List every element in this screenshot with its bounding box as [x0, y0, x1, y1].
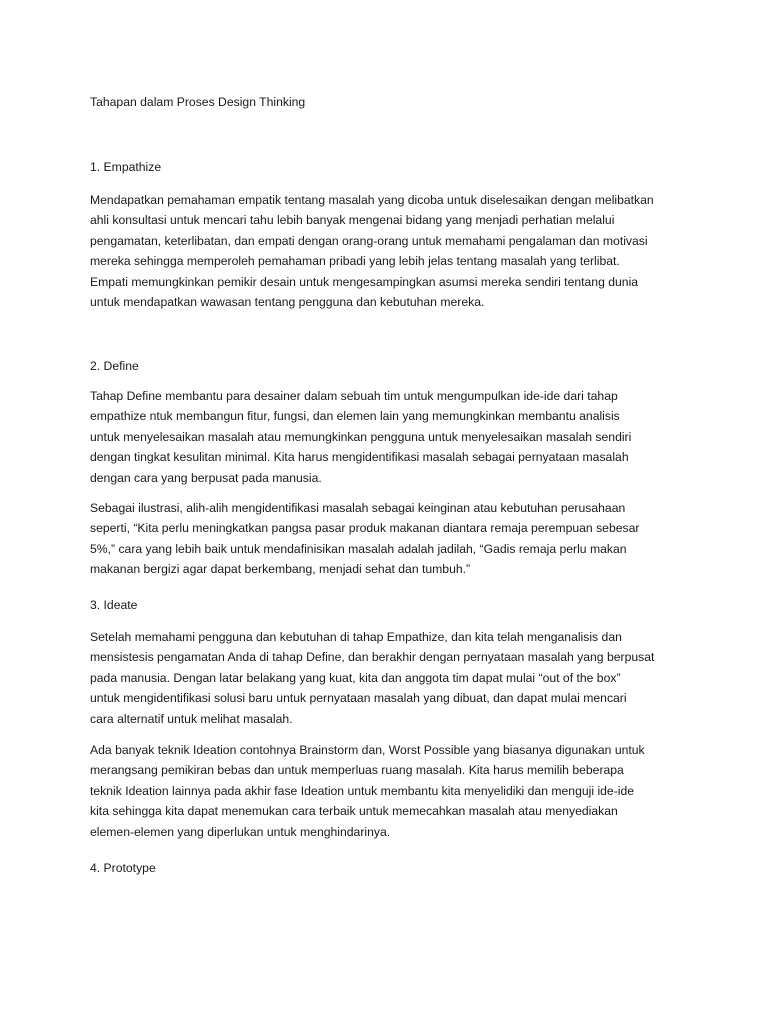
paragraph-ideate-2 [90, 740, 682, 842]
paragraph-line: Setelah memahami pengguna dan kebutuhan di tahap Empathize, dan kita telah menganalisis dan [90, 630, 622, 644]
paragraph-line: untuk mengidentifikasi solusi baru untuk pernyataan masalah yang dibuat, dan dapat mulai mencari [90, 691, 627, 706]
paragraph-line: Ada banyak teknik Ideation contohnya Brainstorm dan, Worst Possible yang biasanya digunakan untuk [90, 743, 645, 757]
paragraph-line: pengamatan, keterlibatan, dan empati dengan orang-orang untuk memahami pengalaman dan motivasi [90, 233, 648, 248]
paragraph-empathize [90, 190, 682, 312]
section-heading-ideate: 3. Ideate [90, 598, 138, 612]
paragraph-line: dengan cara yang berpusat pada manusia. [90, 470, 322, 485]
paragraph-line: makanan bergizi agar dapat berkembang, menjadi sehat dan tumbuh.” [90, 562, 471, 577]
paragraph-line: untuk menyelesaikan masalah atau memungkinkan pengguna untuk menyelesaikan masalah sendiri [90, 429, 632, 444]
paragraph-line: cara alternatif untuk melihat masalah. [90, 711, 293, 726]
paragraph-line: mereka sehingga memperoleh pemahaman pribadi yang lebih jelas tentang masalah yang terlibat. [90, 254, 620, 269]
paragraph-ideate-1 [90, 627, 682, 729]
paragraph-define-1 [90, 386, 682, 488]
paragraph-line: Sebagai ilustrasi, alih-alih mengidentifikasi masalah sebagai keinginan atau kebutuhan perusahaan [90, 501, 626, 515]
paragraph-line: teknik Ideation lainnya pada akhir fase Ideation untuk membantu kita menyelidiki dan menguji ide-ide [90, 783, 635, 798]
paragraph-line: pada manusia. Dengan latar belakang yang kuat, kita dan anggota tim dapat mulai “out of the box” [90, 670, 621, 685]
paragraph-line: kita sehingga kita dapat menemukan cara terbaik untuk memecahkan masalah atau menyediakan [90, 804, 618, 819]
section-heading-prototype: 4. Prototype [90, 861, 156, 875]
paragraph-line: Mendapatkan pemahaman empatik tentang masalah yang dicoba untuk diselesaikan dengan melibatkan [90, 193, 654, 207]
paragraph-line: mensistesis pengamatan Anda di tahap Define, dan berakhir dengan pernyataan masalah yang berpusat [90, 650, 655, 665]
paragraph-define-2 [90, 498, 682, 580]
paragraph-line: 5%,” cara yang lebih baik untuk mendafinisikan masalah adalah jadilah, “Gadis remaja perlu makan [90, 541, 627, 556]
paragraph-line: Tahap Define membantu para desainer dalam sebuah tim untuk mengumpulkan ide-ide dari tahap [90, 389, 618, 403]
paragraph-line: untuk mendapatkan wawasan tentang pengguna dan kebutuhan mereka. [90, 295, 485, 310]
document-title: Tahapan dalam Proses Design Thinking [90, 95, 306, 109]
paragraph-line: Empati memungkinkan pemikir desain untuk mengesampingkan asumsi mereka sendiri tentang dunia [90, 274, 639, 289]
paragraph-line: ahli konsultasi untuk mencari tahu lebih banyak mengenai bidang yang menjadi perhatian melalui [90, 213, 615, 228]
section-heading-empathize: 1. Empathize [90, 160, 162, 174]
paragraph-line: dengan tingkat kesulitan minimal. Kita harus mengidentifikasi masalah sebagai pernyataan masalah [90, 450, 629, 465]
section-heading-define: 2. Define [90, 359, 139, 373]
paragraph-line: empathize ntuk membangun fitur, fungsi, dan elemen lain yang memungkinkan membantu analisis [90, 409, 620, 424]
paragraph-line: elemen-elemen yang diperlukan untuk menghindarinya. [90, 824, 391, 839]
paragraph-line: merangsang pemikiran bebas dan untuk memperluas ruang masalah. Kita harus memilih beberapa [90, 763, 624, 778]
paragraph-line: seperti, “Kita perlu meningkatkan pangsa pasar produk makanan diantara remaja perempuan sebesar [90, 521, 640, 536]
